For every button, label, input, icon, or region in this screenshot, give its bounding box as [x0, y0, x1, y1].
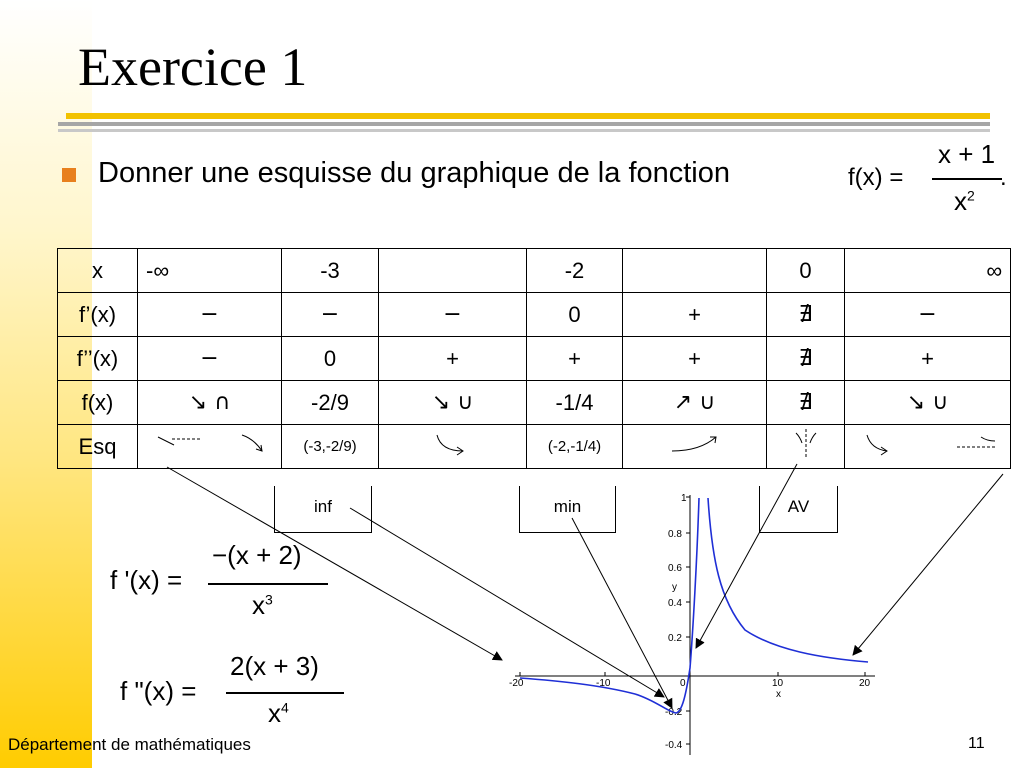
- cell-fprime-7: −: [845, 293, 1011, 337]
- cell-fprime-3: −: [379, 293, 527, 337]
- row-label-fsecond: f’’(x): [58, 337, 138, 381]
- cell-fsecond-7: +: [845, 337, 1011, 381]
- y-tick-m0.4: -0.4: [665, 740, 683, 751]
- cell-fsecond-5: +: [623, 337, 767, 381]
- label-inf: inf: [274, 486, 372, 533]
- function-numerator: x + 1: [938, 139, 996, 169]
- cell-x-minus-3: -3: [282, 249, 379, 293]
- x-tick-m20: -20: [509, 678, 524, 689]
- cell-fsecond-2: 0: [282, 337, 379, 381]
- cell-x-minus-inf: -∞: [138, 249, 282, 293]
- x-tick-10: 10: [772, 678, 784, 689]
- row-label-fprime: f’(x): [58, 293, 138, 337]
- x-tick-m10: -10: [596, 678, 611, 689]
- y-tick-1: 1: [681, 493, 687, 504]
- arrow-av-to-asymptote: [696, 464, 797, 648]
- fsecond-numerator: 2(x + 3): [230, 651, 319, 681]
- cell-fprime-5: +: [623, 293, 767, 337]
- function-denominator: $x^2$: [954, 186, 975, 216]
- function-period: .: [1000, 164, 1007, 191]
- footer-department: Département de mathématiques: [8, 735, 251, 754]
- cell-fsecond-1: −: [138, 337, 282, 381]
- cell-f-1: ↘ ∩: [138, 381, 282, 425]
- cell-f-6: ∄: [767, 381, 845, 425]
- bullet-text: Donner une esquisse du graphique de la fonction: [98, 157, 731, 189]
- cell-x-minus-2: -2: [527, 249, 623, 293]
- fprime-lhs: f '(x) =: [110, 565, 183, 595]
- y-tick-m0.2: -0.2: [665, 707, 683, 718]
- arrow-esq-to-left-tail: [167, 467, 502, 660]
- label-min: min: [519, 486, 616, 533]
- x-axis-label: x: [776, 689, 781, 700]
- cell-x-inf: ∞: [845, 249, 1011, 293]
- fprime-denominator: $x^3$: [252, 590, 273, 620]
- cell-fsecond-4: +: [527, 337, 623, 381]
- y-tick-0.2: 0.2: [668, 633, 682, 644]
- fsecond-denominator: $x^4$: [268, 698, 289, 728]
- x-tick-0: 0: [680, 678, 686, 689]
- slide-title: Exercice 1: [78, 37, 308, 97]
- label-av: AV: [759, 486, 838, 533]
- cell-f-2: -2/9: [282, 381, 379, 425]
- cell-esq-inflection: (-3,-2/9): [282, 425, 379, 469]
- arrow-esq-to-right-tail: [853, 474, 1003, 655]
- arrow-min-to-minimum: [572, 518, 672, 708]
- x-tick-20: 20: [859, 678, 871, 689]
- cell-fsecond-6: ∄: [767, 337, 845, 381]
- fprime-numerator: −(x + 2): [212, 540, 302, 570]
- cell-f-3: ↘ ∪: [379, 381, 527, 425]
- cell-fprime-4: 0: [527, 293, 623, 337]
- fsecond-lhs: f "(x) =: [120, 676, 197, 706]
- function-lhs: f(x) =: [848, 164, 904, 191]
- y-axis-label: y: [672, 582, 677, 593]
- cell-fprime-2: −: [282, 293, 379, 337]
- page-number: 11: [968, 735, 985, 752]
- cell-fprime-1: −: [138, 293, 282, 337]
- y-tick-0.4: 0.4: [668, 598, 682, 609]
- cell-f-5: ↗ ∪: [623, 381, 767, 425]
- cell-esq-min: (-2,-1/4): [527, 425, 623, 469]
- row-label-esq: Esq: [58, 425, 138, 469]
- cell-f-4: -1/4: [527, 381, 623, 425]
- cell-x-zero: 0: [767, 249, 845, 293]
- row-label-f: f(x): [58, 381, 138, 425]
- cell-fprime-6: ∄: [767, 293, 845, 337]
- y-tick-0.8: 0.8: [668, 529, 682, 540]
- cell-fsecond-3: +: [379, 337, 527, 381]
- y-tick-0.6: 0.6: [668, 563, 682, 574]
- cell-f-7: ↘ ∪: [845, 381, 1011, 425]
- row-label-x: x: [58, 249, 138, 293]
